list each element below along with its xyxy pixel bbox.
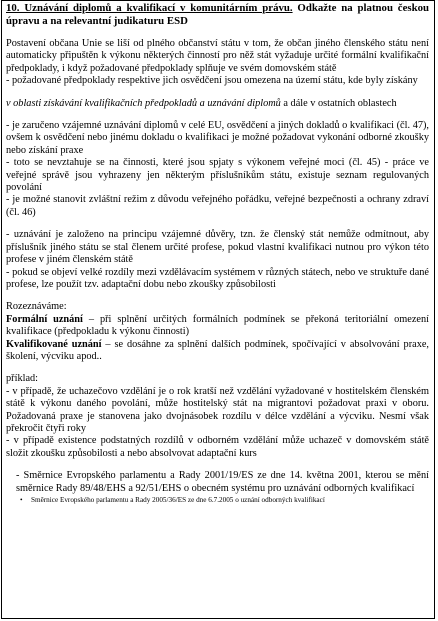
formal-recognition xyxy=(6,314,429,339)
document-frame xyxy=(1,0,435,619)
intro-note: - požadované předpoklady respektive jich osvědčení jsou omezena na území státu, kde byly získány xyxy=(6,75,418,87)
list-item: - toto se nevztahuje se na činnosti, které jsou spjaty s výkonem veřejné moci (čl. 45) - práce ve veřejné správě jsou vyhrazeny jen některým příslušníkům státu, existuje seznam regulovaných povolání xyxy=(6,157,429,194)
qualified-text: – se dosáhne za splnění dalších podmínek, spočívající v absolvování praxe, školení, výcviku apod.. xyxy=(6,338,429,362)
intro-paragraph: Postavení občana Unie se liší od plného občanství státu v tom, že občan jiného členského státu není automaticky připuštěn k výkonu některých činností pro něž stát vyžaduje určité formální kvalifikační předpoklady, i když požadované předpoklady splňuje ve svém domovském státě xyxy=(6,38,429,74)
qualified-recognition xyxy=(6,339,429,364)
document-body xyxy=(2,1,434,505)
section-heading-italic: v oblasti získávání kvalifikačních předpokladů a uznávání diplomů xyxy=(6,97,281,109)
title-underlined: 10. Uznávání diplomů a kvalifikací v komunitárním právu. xyxy=(6,2,293,14)
section-heading xyxy=(6,98,429,110)
section-title xyxy=(6,2,429,28)
list-item: - uznávání je založeno na principu vzájemné důvěry, tzn. že členský stát nemůže odmítnout, aby příslušník jiného státu se stal členem určité profese, pokud vlastní kvalifikaci nutnou pro výkon této profese v jiném členském státě xyxy=(6,229,429,266)
bullet-icon: • xyxy=(20,496,23,504)
qualified-term: Kvalifikované uznání xyxy=(6,338,102,350)
example-label: příklad: xyxy=(6,373,39,385)
rozeznavame-label: Rozeznáváme: xyxy=(6,301,67,313)
section-heading-rest: a dále v ostatních oblastech xyxy=(280,97,397,109)
directive-sub xyxy=(6,495,429,505)
example-item: - v případě, že uchazečovo vzdělání je o rok kratší než vzdělání vyžadované v hostitelském členském státě k výkonu daného povolání, může hostitelský stát na migrantovi požadovat praxi v oboru. Požadovaná praxe je stanovena jako dvojnásobek rozdílu v délce vzdělání a výcviku. Nesmí však překročit čtyři roky xyxy=(6,385,429,434)
directive-main: - Směrnice Evropského parlamentu a Rady 2001/19/ES ze dne 14. května 2001, kterou se mění směrnice Rady 89/48/EHS a 92/51/EHS o obecném systému pro uznávání odborných kvalifikací xyxy=(16,470,429,494)
list-item: - pokud se objeví velké rozdíly mezi vzdělávacím systémem v různých státech, nebo ve struktuře dané profese, lze použít tzv. adaptační dobu nebo zkoušky způsobilosti xyxy=(6,266,429,290)
example-item: - v případě existence podstatných rozdílů v odborném vzdělání může uchazeč v domovském státě složit zkoušku způsobilosti a nebo absolvovat adaptační kurs xyxy=(6,435,429,459)
formal-text: – při splnění určitých formálních podmínek se překoná teritoriální omezení kvalifikace (předpokladu k výkonu činnosti) xyxy=(6,313,429,338)
formal-term: Formální uznání xyxy=(6,313,83,325)
directive-sub-text: Směrnice Evropského parlamentu a Rady 2005/36/ES ze dne 6.7.2005 o uznání odborných kvalifikací xyxy=(31,496,325,504)
list-item: - je zaručeno vzájemné uznávání diplomů v celé EU, osvědčení a jiných dokladů o kvalifikaci (čl. 47), ovšem k osvědčení nebo jinému dokladu o kvalifikaci je možné požadovat vykonání odborné zkoušky nebo získání praxe xyxy=(6,120,429,156)
list-item: - je možné stanovit zvláštní režim z důvodu veřejného pořádku, veřejné bezpečnosti a ochrany zdraví (čl. 46) xyxy=(6,194,429,218)
title-rest: Odkažte na platnou českou úpravu a na relevantní judikaturu ESD xyxy=(6,2,429,27)
